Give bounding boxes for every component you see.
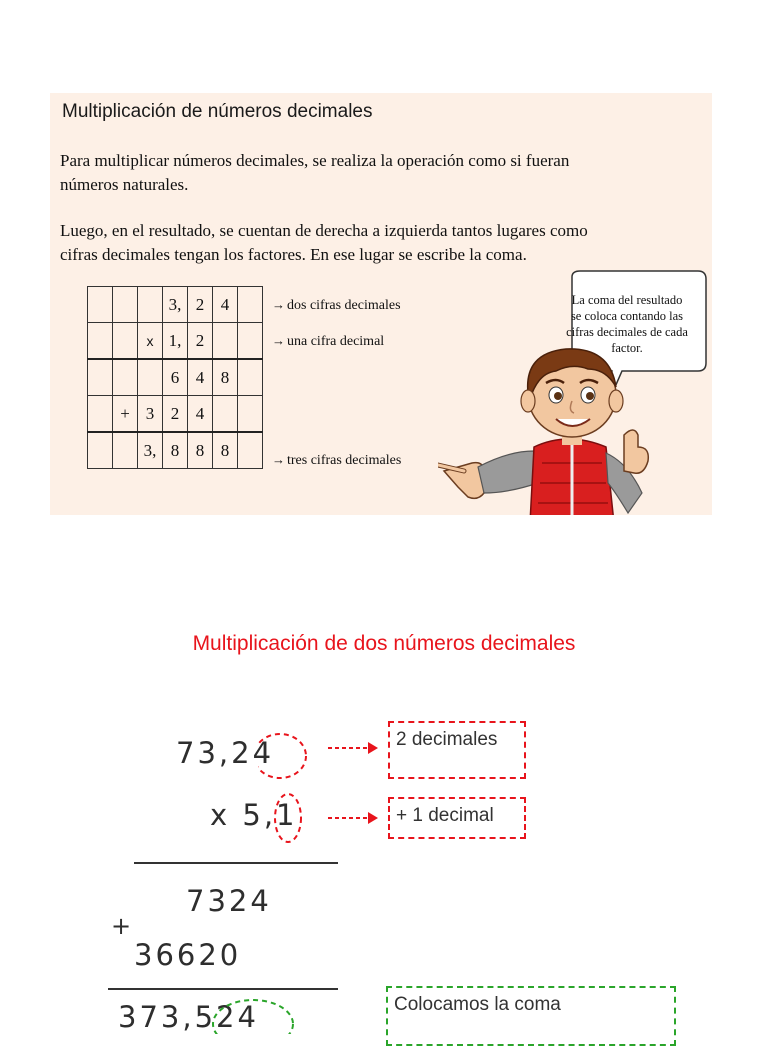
- grid-cell: 2: [188, 323, 213, 360]
- grid-cell: x: [138, 323, 163, 360]
- decimals-box-2: + 1 decimal: [388, 797, 526, 839]
- grid-cell: [238, 432, 263, 469]
- speech-bubble-text: La coma del resultado se coloca contando las cifras decimales de cada factor.: [566, 293, 688, 355]
- grid-cell: +: [113, 396, 138, 433]
- grid-cell: 8: [213, 432, 238, 469]
- grid-cell: [138, 359, 163, 396]
- grid-cell: [238, 287, 263, 323]
- grid-cell: [113, 432, 138, 469]
- info-paragraph-1: Para multiplicar números decimales, se realiza la operación como si fueran números naturales.: [60, 151, 570, 194]
- grid-cell: [213, 396, 238, 433]
- arrow-right-icon: →: [272, 333, 285, 348]
- factor-1: 73,24: [176, 736, 275, 770]
- grid-cell: [238, 323, 263, 360]
- arrow-right-icon: →: [272, 297, 285, 312]
- factor-2: x 5,1: [210, 798, 298, 832]
- grid-cell: 4: [188, 359, 213, 396]
- note-row5: [272, 452, 401, 469]
- note-row2-text: una cifra decimal: [287, 334, 385, 349]
- grid-cell: 3,: [163, 287, 188, 323]
- note-row1: [272, 297, 401, 314]
- grid-cell: [88, 432, 113, 469]
- grid-cell: [88, 359, 113, 396]
- grid-cell: [88, 396, 113, 433]
- grid-cell: 3: [138, 396, 163, 433]
- grid-row: [88, 323, 263, 360]
- info-box: [50, 93, 712, 515]
- section-title: Multiplicación de dos números decimales: [192, 632, 576, 655]
- decimal-highlight-circles: [258, 718, 328, 848]
- grid-cell: 2: [188, 287, 213, 323]
- note-row5-text: tres cifras decimales: [287, 453, 402, 468]
- grid-cell: [238, 396, 263, 433]
- grid-cell: 8: [213, 359, 238, 396]
- grid-cell: [88, 287, 113, 323]
- grid-cell: 4: [213, 287, 238, 323]
- grid-row: [88, 432, 263, 469]
- result-divider-line: [108, 988, 338, 990]
- note-row1-text: dos cifras decimales: [287, 298, 401, 313]
- multiplication-grid: [87, 286, 263, 469]
- plus-sign: +: [111, 912, 132, 940]
- note-row2: [272, 333, 384, 350]
- grid-cell: 8: [163, 432, 188, 469]
- grid-cell: [113, 359, 138, 396]
- arrow-right-icon: →: [272, 452, 285, 467]
- comma-note-box: Colocamos la coma: [386, 986, 676, 1046]
- grid-cell: 2: [163, 396, 188, 433]
- grid-cell: 4: [188, 396, 213, 433]
- grid-cell: [88, 323, 113, 360]
- decimals-box-1: 2 decimales: [388, 721, 526, 779]
- arrow-right-icon: [326, 808, 382, 828]
- grid-cell: [238, 359, 263, 396]
- grid-cell: 1,: [163, 323, 188, 360]
- grid-row: [88, 396, 263, 433]
- grid-cell: 6: [163, 359, 188, 396]
- grid-cell: 3,: [138, 432, 163, 469]
- partial-product-2: 36620: [134, 938, 242, 972]
- grid-row: [88, 287, 263, 323]
- result: 373,524: [118, 1000, 259, 1034]
- grid-row: [88, 359, 263, 396]
- cartoon-boy-icon: [438, 343, 668, 515]
- partial-product-1: 7324: [186, 884, 272, 918]
- grid-cell: [113, 287, 138, 323]
- info-box-title: Multiplicación de números decimales: [62, 101, 373, 122]
- grid-cell: [113, 323, 138, 360]
- info-paragraph-2: Luego, en el resultado, se cuentan de derecha a izquierda tantos lugares como cifras decimales tengan los factores. En ese lugar se escribe la coma.: [60, 221, 588, 264]
- grid-cell: [213, 323, 238, 360]
- grid-cell: [138, 287, 163, 323]
- arrow-right-icon: [326, 738, 382, 758]
- result-decimal-circle: [208, 994, 298, 1034]
- grid-cell: 8: [188, 432, 213, 469]
- sum-divider-line: [134, 862, 338, 864]
